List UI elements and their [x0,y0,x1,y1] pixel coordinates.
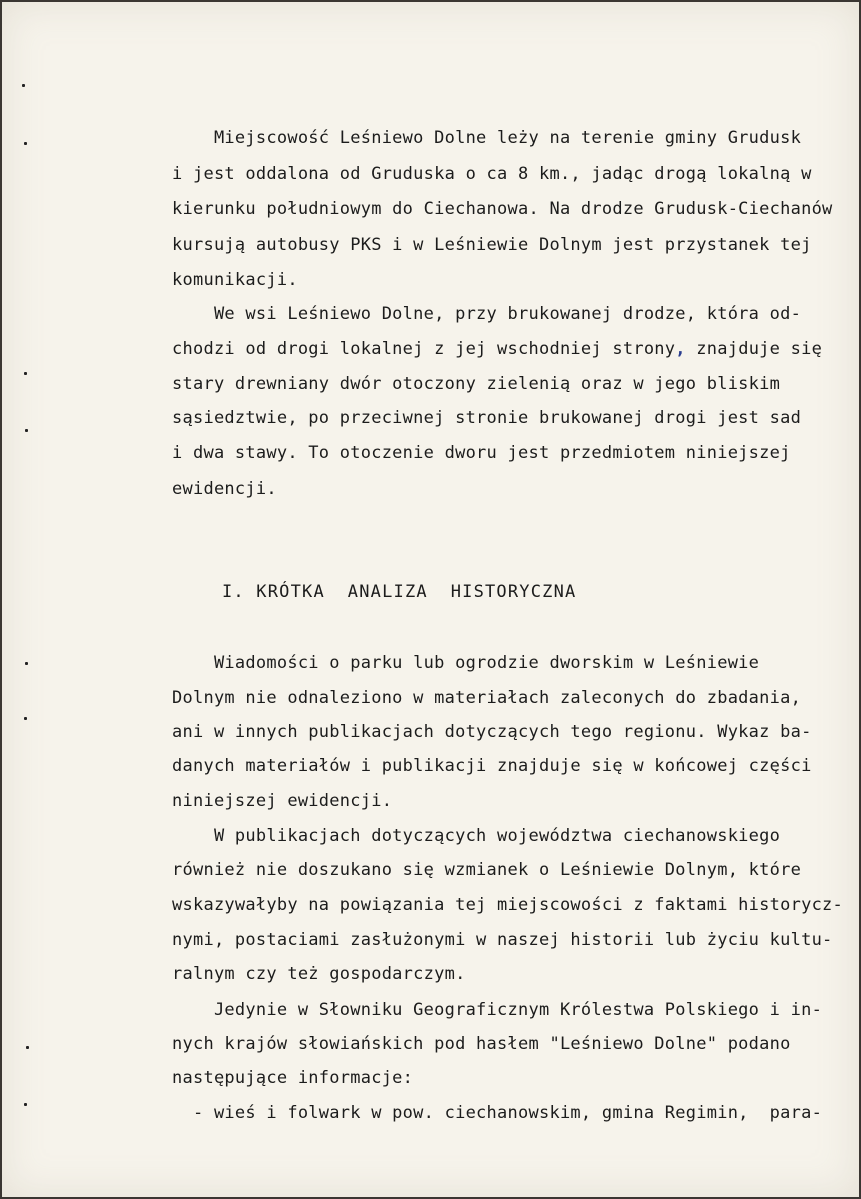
paragraph1-line: kierunku południowym do Ciechanowa. Na drodze Grudusk-Ciechanów [172,199,833,219]
paragraph3-line: ani w innych publikacjach dotyczących tego regionu. Wykaz ba- [172,722,812,742]
margin-mark [24,717,27,720]
paragraph1-line: Miejscowość Leśniewo Dolne leży na terenie gminy Grudusk [172,128,802,148]
paragraph3-line: danych materiałów i publikacji znajduje się w końcowej części [172,756,812,776]
paragraph4-line: W publikacjach dotyczących województwa ciechanowskiego [172,826,781,846]
paragraph4-line: ralnym czy też gospodarczym. [172,964,466,984]
handwritten-comma: , [675,339,686,359]
margin-mark [24,142,27,145]
paragraph2-line: ewidencji. [172,479,277,499]
margin-mark [22,84,25,87]
paragraph1-line: komunikacji. [172,270,298,290]
paragraph2-line-tail: znajduje się [685,339,823,359]
paragraph2-line: We wsi Leśniewo Dolne, przy brukowanej drodze, która od- [172,304,802,324]
paragraph1-line: kursują autobusy PKS i w Leśniewie Dolnym jest przystanek tej [172,235,812,255]
margin-mark [25,662,28,665]
paragraph4-line: również nie doszukano się wzmianek o Leśniewie Dolnym, które [172,860,802,880]
paragraph2-line-text: chodzi od drogi lokalnej z jej wschodniej strony [172,339,676,359]
paragraph5-line: następujące informacje: [172,1068,414,1088]
paragraph2-line: sąsiedztwie, po przeciwnej stronie brukowanej drogi jest sad [172,408,802,428]
paragraph5-line: Jedynie w Słowniku Geograficznym Królestwa Polskiego i in- [172,1000,823,1020]
margin-mark [26,1046,29,1049]
paragraph2-line: stary drewniany dwór otoczony zielenią oraz w jego bliskim [172,374,781,394]
paragraph4-line: nymi, postaciami zasłużonymi w naszej historii lub życiu kultu- [172,930,833,950]
paragraph3-line: niniejszej ewidencji. [172,791,393,811]
margin-mark [24,372,27,375]
paragraph3-line: Dolnym nie odnaleziono w materiałach zaleconych do zbadania, [172,688,802,708]
paragraph3-line: Wiadomości o parku lub ogrodzie dworskim w Leśniewie [172,653,760,673]
paragraph4-line: wskazywałyby na powiązania tej miejscowości z faktami historycz- [172,895,844,915]
document-page [2,2,859,1197]
paragraph2-line: i dwa stawy. To otoczenie dworu jest przedmiotem niniejszej [172,443,791,463]
paragraph2-line-with-comma [172,339,822,359]
section-heading: I. KRÓTKA ANALIZA HISTORYCZNA [222,582,577,602]
paragraph1-line: i jest oddalona od Gruduska o ca 8 km., jadąc drogą lokalną w [172,164,812,184]
margin-mark [24,1103,27,1106]
margin-mark [25,429,28,432]
list-item: - wieś i folwark w pow. ciechanowskim, gmina Regimin, para- [172,1103,823,1123]
paragraph5-line: nych krajów słowiańskich pod hasłem "Leśniewo Dolne" podano [172,1034,791,1054]
